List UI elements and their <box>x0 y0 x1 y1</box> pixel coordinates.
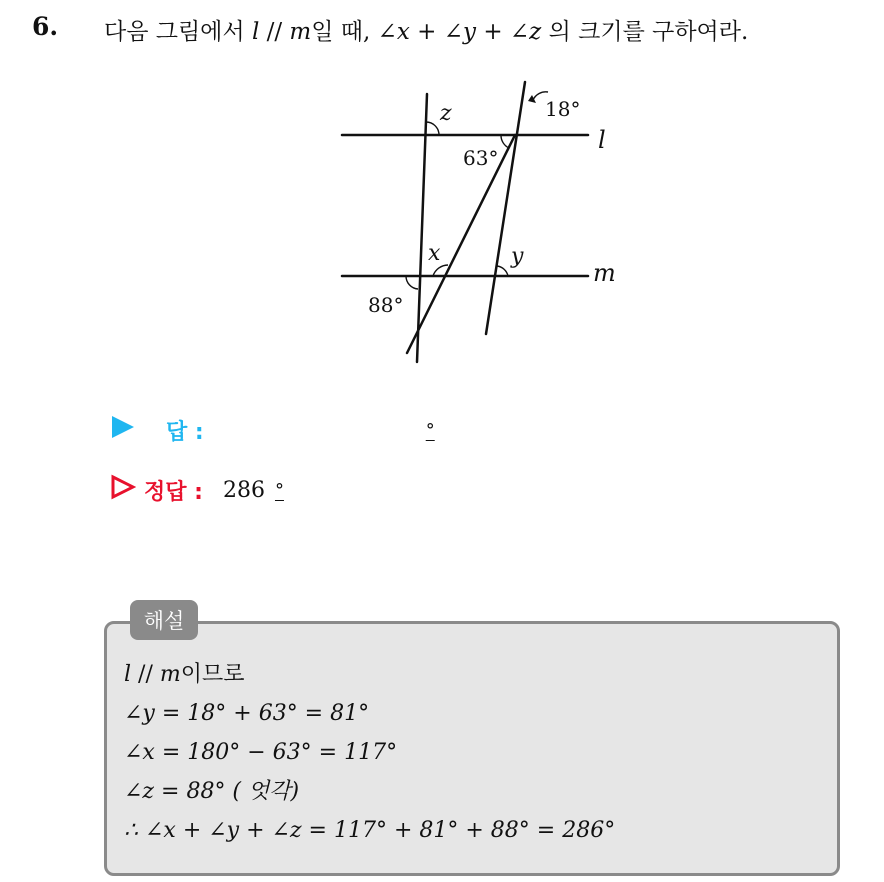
label-88: 88° <box>368 293 404 317</box>
arc-y <box>497 266 508 276</box>
label-m: m <box>593 259 616 287</box>
question-parallel-symbol: // <box>259 19 290 45</box>
geometry-figure <box>330 78 630 368</box>
explanation-lines <box>124 655 615 850</box>
correct-marker <box>110 474 144 506</box>
explanation-line-5: ∴ ∠x + ∠y + ∠z = 117° + 81° + 88° = 286° <box>124 818 616 843</box>
label-18: 18° <box>545 97 581 121</box>
arc-88 <box>406 276 418 289</box>
explanation-line-3: ∠x = 180° − 63° = 117° <box>124 740 398 765</box>
question-text-pre: 다음 그림에서 <box>104 19 252 45</box>
play-outline-icon <box>110 474 136 500</box>
label-x: x <box>428 241 441 266</box>
explanation-tag: 해설 <box>130 600 198 640</box>
label-y: y <box>511 244 524 269</box>
answer-label: 답 : <box>166 419 204 445</box>
play-filled-icon <box>110 414 136 440</box>
question-expression: ∠x + ∠y + ∠z <box>377 19 542 45</box>
explanation-line-1: l // m이므로 <box>124 662 245 687</box>
question-number: 6. <box>32 12 59 41</box>
question-text-mid: 일 때, <box>311 19 378 45</box>
correct-value: 286 <box>222 477 265 503</box>
question-text-post: 의 크기를 구하여라. <box>541 19 749 45</box>
answer-marker <box>110 414 166 446</box>
explanation-line-4: ∠z = 88° ( 엇각) <box>124 779 300 804</box>
answer-row <box>110 413 435 447</box>
arc-z <box>426 122 439 135</box>
question-line-l: l <box>251 19 260 45</box>
arc-63 <box>501 135 509 148</box>
answer-unit: ° <box>425 419 435 441</box>
question-line-m: m <box>289 19 312 45</box>
correct-label: 정답 : <box>144 479 203 505</box>
label-z: z <box>440 101 452 126</box>
transversal-right <box>486 82 525 334</box>
label-63: 63° <box>463 146 499 170</box>
correct-unit: ° <box>274 479 284 501</box>
correct-answer-row <box>110 473 284 507</box>
label-l: l <box>598 126 606 154</box>
question-text <box>104 13 748 46</box>
explanation-line-2: ∠y = 18° + 63° = 81° <box>124 701 370 726</box>
